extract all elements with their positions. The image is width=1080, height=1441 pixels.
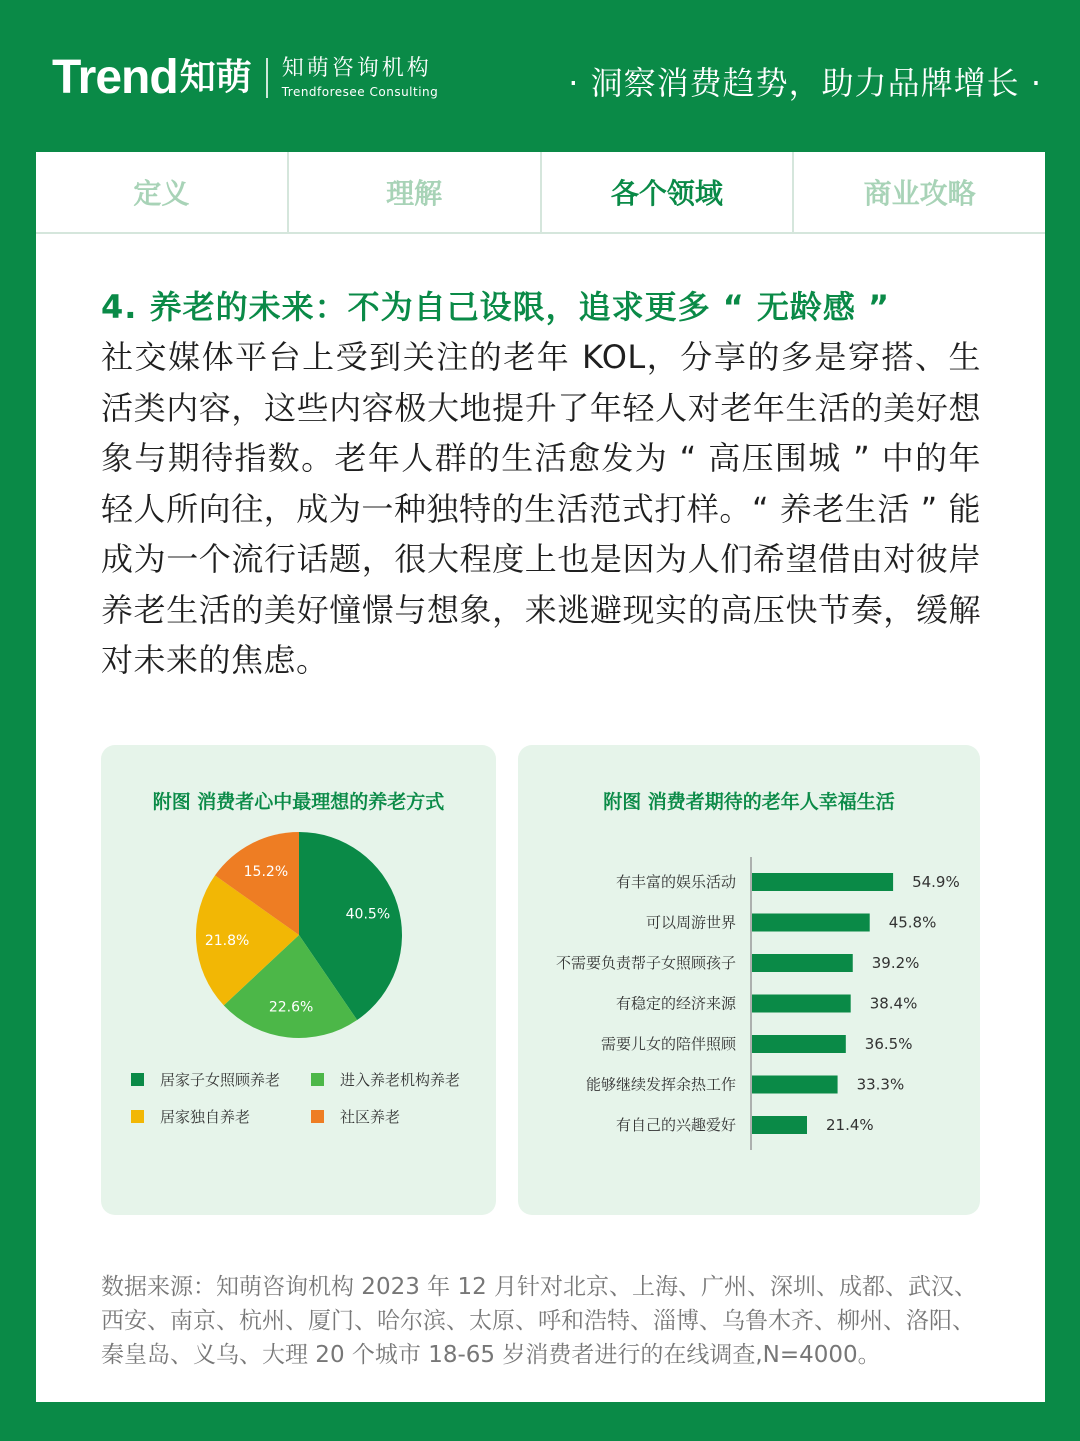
bar <box>752 914 870 932</box>
bar-chart-panel <box>518 745 980 1215</box>
bar-value-label: 45.8% <box>888 913 937 932</box>
tab-business-strategy[interactable]: 商业攻略 <box>863 177 976 210</box>
brand-logo: Trend <box>52 51 178 104</box>
bar-value-label: 36.5% <box>864 1035 913 1053</box>
brand-logo-cn: 知萌 <box>179 57 252 98</box>
pie-chart-panel <box>101 745 496 1215</box>
bar-chart <box>518 745 980 1215</box>
brand-divider <box>266 58 268 98</box>
bar-value-label: 21.4% <box>825 1116 874 1134</box>
brand-name-cn: 知萌咨询机构 <box>281 56 432 82</box>
bar-category-label: 有稳定的经济来源 <box>615 994 736 1013</box>
brand <box>52 51 439 104</box>
bar-value-label: 33.3% <box>856 1075 905 1094</box>
bar <box>752 995 851 1013</box>
legend-item <box>311 1106 481 1127</box>
pie-slice-label: 22.6% <box>268 999 314 1016</box>
legend-label: 居家子女照顾养老 <box>160 1071 281 1089</box>
bar <box>752 873 893 891</box>
bar-value-label: 39.2% <box>871 954 920 972</box>
legend-item <box>311 1069 481 1090</box>
pie-slice-label: 21.8% <box>204 932 250 949</box>
pie-slice-label: 40.5% <box>345 906 391 923</box>
bar-value-label: 54.9% <box>912 873 960 891</box>
legend-swatch <box>131 1110 144 1123</box>
pie-chart-title: 附图 消费者心中最理想的养老方式 <box>152 791 445 813</box>
legend-item <box>131 1069 311 1090</box>
legend-label: 居家独自养老 <box>160 1108 251 1126</box>
content-card <box>36 152 1045 1402</box>
pie-chart <box>101 745 496 1045</box>
legend-swatch <box>311 1073 324 1086</box>
bar-category-label: 不需要负责帮子女照顾孩子 <box>555 954 736 972</box>
tab-domains[interactable]: 各个领域 <box>542 152 795 232</box>
slogan: · 洞察消费趋势，助力品牌增长 · <box>568 64 1042 102</box>
brand-text <box>282 56 439 99</box>
bar-chart-title: 附图 消费者期待的老年人幸福生活 <box>603 791 895 813</box>
bar <box>752 1035 846 1053</box>
brand-name-en: Trendforesee Consulting <box>281 84 439 99</box>
bar <box>752 1116 807 1134</box>
pie-slice-label: 15.2% <box>243 863 289 880</box>
bar <box>752 954 853 972</box>
tab-definition[interactable]: 定义 <box>36 152 289 232</box>
bar-value-label: 38.4% <box>869 994 918 1013</box>
bar <box>752 1076 838 1094</box>
bar-category-label: 需要儿女的陪伴照顾 <box>600 1035 736 1053</box>
bar-category-label: 能够继续发挥余热工作 <box>585 1075 736 1094</box>
tab-understanding[interactable]: 理解 <box>289 152 542 232</box>
legend-label: 进入养老机构养老 <box>340 1071 461 1089</box>
legend-swatch <box>311 1110 324 1123</box>
legend-swatch <box>131 1073 144 1086</box>
tab-bar <box>36 152 1045 234</box>
legend-item <box>131 1106 311 1127</box>
data-source-note: 数据来源：知萌咨询机构 2023 年 12 月针对北京、上海、广州、深圳、成都、武汉、西安、南京、杭州、厦门、哈尔滨、太原、呼和浩特、淄博、乌鲁木齐、柳州、洛阳、秦皇岛、义乌、大理 20 个城市 18-65 岁消费者进行的在线调查,N=4000。 <box>101 1274 978 1368</box>
bar-category-label: 有丰富的娱乐活动 <box>615 873 736 891</box>
section-body: 社交媒体平台上受到关注的老年 KOL，分享的多是穿搭、生活类内容，这些内容极大地提升了年轻人对老年生活的美好想象与期待指数。老年人群的生活愈发为 “ 高压围城 ” 中的年轻人所向往，成为一种独特的生活范式打样。“ 养老生活 ” 能成为一个流行话题，很大程度上也是因为人们希望借由对彼岸养老生活的美好憧憬与想象，来逃避现实的高压快节奏，缓解对未来的焦虑。 <box>101 338 981 679</box>
bar-category-label: 有自己的兴趣爱好 <box>615 1116 736 1134</box>
legend-label: 社区养老 <box>340 1108 401 1126</box>
section-heading: 4. 养老的未来：不为自己设限，追求更多 “ 无龄感 ” <box>101 288 891 326</box>
pie-legend <box>131 1069 481 1127</box>
bar-category-label: 可以周游世界 <box>645 913 736 932</box>
